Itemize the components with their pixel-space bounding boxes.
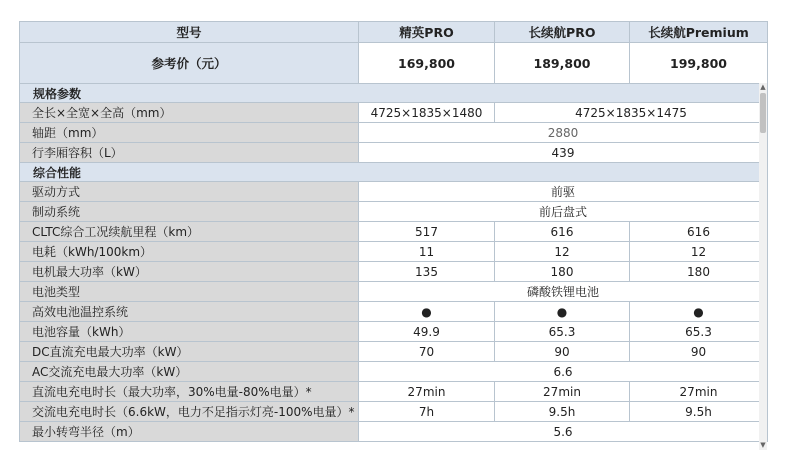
standard-bullet-icon: ● (630, 302, 768, 322)
table-row (20, 103, 768, 123)
row-label: 交流电充电时长（6.6kW，电力不足指示灯亮-100%电量）* (20, 402, 359, 422)
trim-elite-pro: 精英PRO (359, 22, 495, 43)
standard-bullet-icon: ● (495, 302, 630, 322)
price-value: 199,800 (630, 43, 768, 84)
section-row-specs (20, 84, 768, 103)
model-label: 型号 (20, 22, 359, 43)
row-label: 最小转弯半径（m） (20, 422, 359, 442)
row-label: 轴距（mm） (20, 123, 359, 143)
price-row (20, 43, 768, 84)
trim-long-range-premium: 长续航Premium (630, 22, 768, 43)
cell-value: 135 (359, 262, 495, 282)
row-label: 制动系统 (20, 202, 359, 222)
vertical-scrollbar[interactable] (759, 83, 767, 450)
price-value: 189,800 (495, 43, 630, 84)
cell-value: 90 (495, 342, 630, 362)
price-label: 参考价（元） (20, 43, 359, 84)
cell-value: 90 (630, 342, 768, 362)
cell-value: 12 (630, 242, 768, 262)
scroll-up-arrow-icon[interactable]: ▲ (760, 83, 766, 91)
spec-table (19, 21, 768, 442)
price-value: 169,800 (359, 43, 495, 84)
section-title: 规格参数 (20, 84, 768, 103)
cell-value: 7h (359, 402, 495, 422)
section-row-performance (20, 163, 768, 182)
cell-value: 27min (359, 382, 495, 402)
row-label: AC交流充电最大功率（kW） (20, 362, 359, 382)
table-row (20, 402, 768, 422)
cell-value: 前驱 (359, 182, 768, 202)
cell-value: 27min (495, 382, 630, 402)
cell-value: 前后盘式 (359, 202, 768, 222)
cell-value: 磷酸铁锂电池 (359, 282, 768, 302)
cell-value: 9.5h (630, 402, 768, 422)
row-label: CLTC综合工况续航里程（km） (20, 222, 359, 242)
header-row (20, 22, 768, 43)
row-label: 行李厢容积（L） (20, 143, 359, 163)
table-row (20, 182, 768, 202)
cell-value: 11 (359, 242, 495, 262)
row-label: 驱动方式 (20, 182, 359, 202)
cell-value: 49.9 (359, 322, 495, 342)
row-label: 全长×全宽×全高（mm） (20, 103, 359, 123)
table-row (20, 302, 768, 322)
table-row (20, 342, 768, 362)
section-title: 综合性能 (20, 163, 768, 182)
cell-value: 180 (495, 262, 630, 282)
row-label: DC直流充电最大功率（kW） (20, 342, 359, 362)
cell-value: 616 (630, 222, 768, 242)
row-label: 电池容量（kWh） (20, 322, 359, 342)
cell-value: 70 (359, 342, 495, 362)
table-row (20, 262, 768, 282)
cell-value: 65.3 (495, 322, 630, 342)
scroll-down-arrow-icon[interactable]: ▼ (760, 441, 766, 449)
cell-value: 5.6 (359, 422, 768, 442)
row-label: 高效电池温控系统 (20, 302, 359, 322)
table-row (20, 382, 768, 402)
cell-value: 65.3 (630, 322, 768, 342)
table-row (20, 422, 768, 442)
scrollbar-thumb[interactable] (760, 93, 766, 133)
row-label: 电机最大功率（kW） (20, 262, 359, 282)
row-label: 电耗（kWh/100km） (20, 242, 359, 262)
cell-value: 180 (630, 262, 768, 282)
cell-value: 439 (359, 143, 768, 163)
table-row (20, 242, 768, 262)
table-row (20, 322, 768, 342)
table-row (20, 143, 768, 163)
table-row (20, 362, 768, 382)
table-row (20, 202, 768, 222)
cell-value: 6.6 (359, 362, 768, 382)
table-row (20, 282, 768, 302)
cell-value: 12 (495, 242, 630, 262)
cell-value: 4725×1835×1475 (495, 103, 768, 123)
standard-bullet-icon: ● (359, 302, 495, 322)
table-row (20, 222, 768, 242)
cell-value: 4725×1835×1480 (359, 103, 495, 123)
row-label: 直流电充电时长（最大功率，30%电量-80%电量）* (20, 382, 359, 402)
cell-value: 2880 (359, 123, 768, 143)
cell-value: 616 (495, 222, 630, 242)
trim-long-range-pro: 长续航PRO (495, 22, 630, 43)
table-row (20, 123, 768, 143)
cell-value: 517 (359, 222, 495, 242)
cell-value: 9.5h (495, 402, 630, 422)
row-label: 电池类型 (20, 282, 359, 302)
cell-value: 27min (630, 382, 768, 402)
